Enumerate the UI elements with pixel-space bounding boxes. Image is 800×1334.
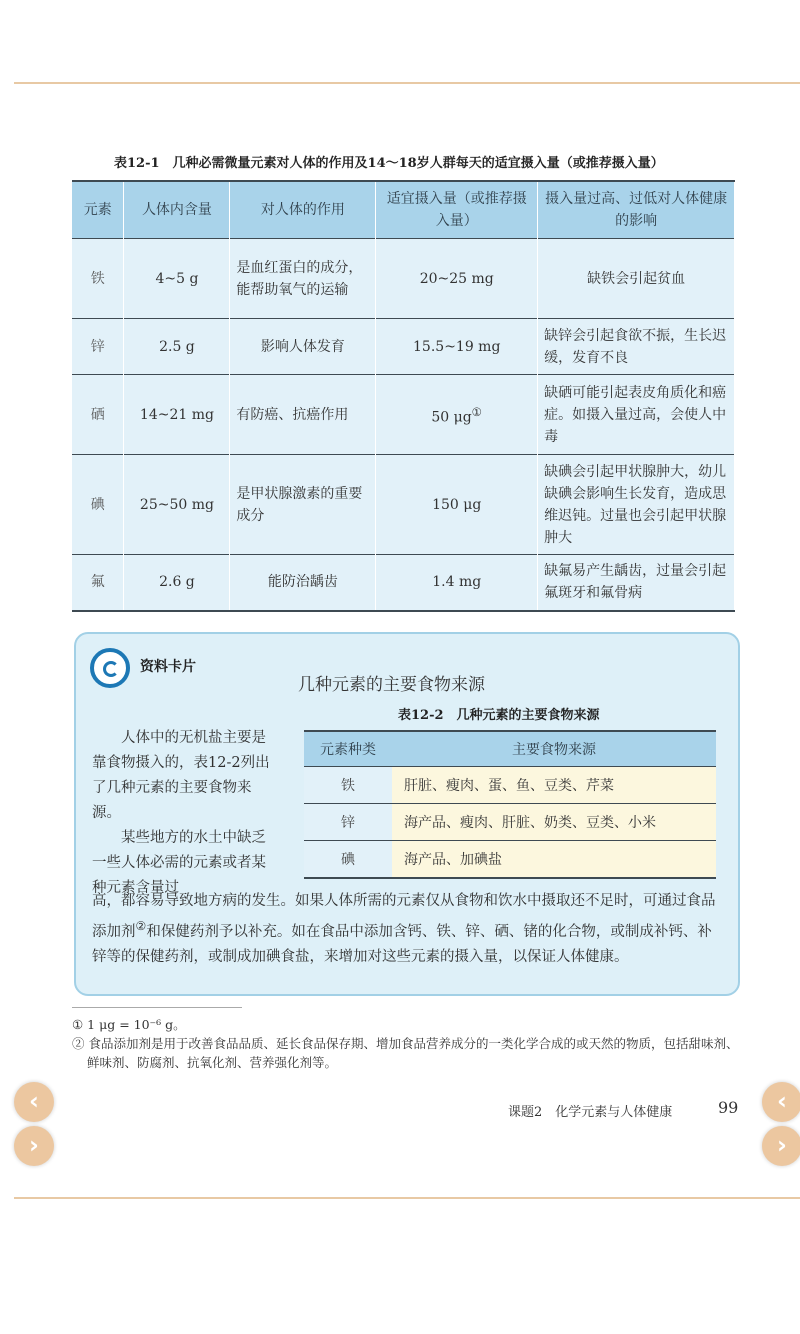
intake-cell	[376, 375, 538, 455]
intake-value: 50 μg	[431, 409, 472, 426]
next-page-button-left[interactable]: ›	[14, 1126, 54, 1166]
impact-cell: 缺锌会引起食欲不振，生长迟缓，发育不良	[538, 319, 735, 375]
impact-cell: 缺碘会引起甲状腺肿大，幼儿缺碘会影响生长发育，造成思维迟钝。过量也会引起甲状腺肿大	[538, 455, 735, 555]
next-page-button-right[interactable]: ›	[762, 1126, 800, 1166]
table1-header-impact: 摄入量过高、过低对人体健康的影响	[538, 181, 735, 239]
effect-cell: 是血红蛋白的成分，能帮助氧气的运输	[230, 239, 376, 319]
intake-cell: 15.5~19 mg	[376, 319, 538, 375]
effect-cell: 是甲状腺激素的重要成分	[230, 455, 376, 555]
table-row	[304, 804, 716, 841]
impact-cell: 缺铁会引起贫血	[538, 239, 735, 319]
effect-cell: 能防治龋齿	[230, 555, 376, 611]
table2-header-kind: 元素种类	[304, 731, 392, 767]
table1-header-intake: 适宜摄入量（或推荐摄入量）	[376, 181, 538, 239]
content-cell: 25~50 mg	[124, 455, 230, 555]
effect-cell: 影响人体发育	[230, 319, 376, 375]
info-card	[74, 632, 740, 996]
intake-cell: 20~25 mg	[376, 239, 538, 319]
paragraph-1: 人体中的无机盐主要是靠食物摄入的，表12-2列出了几种元素的主要食物来源。	[92, 730, 270, 821]
impact-cell: 缺硒可能引起表皮角质化和癌症。如摄入量过高，会使人中毒	[538, 375, 735, 455]
intake-cell: 1.4 mg	[376, 555, 538, 611]
element-cell: 锌	[72, 319, 124, 375]
table1-header-element: 元素	[72, 181, 124, 239]
prev-page-button-right[interactable]: ‹	[762, 1082, 800, 1122]
content-cell: 4~5 g	[124, 239, 230, 319]
chapter-footer: 课题2 化学元素与人体健康	[508, 1105, 673, 1120]
footnote-2: ② 食品添加剂是用于改善食品品质、延长食品保存期、增加食品营养成分的一类化学合成的或天然的物质，包括甜味剂、鲜味剂、防腐剂、抗氧化剂、营养强化剂等。	[72, 1036, 739, 1070]
info-card-title: 几种元素的主要食物来源	[298, 675, 485, 695]
source-cell: 肝脏、瘦肉、蛋、鱼、豆类、芹菜	[392, 767, 716, 804]
footnote-marker: ①	[471, 404, 483, 419]
content-cell: 2.5 g	[124, 319, 230, 375]
impact-cell: 缺氟易产生龋齿，过量会引起氟斑牙和氟骨病	[538, 555, 735, 611]
table2-title: 表12-2 几种元素的主要食物来源	[398, 708, 600, 723]
table-row	[72, 455, 735, 555]
table-row	[72, 239, 735, 319]
info-card-paragraph	[92, 726, 278, 901]
prev-page-button-left[interactable]: ‹	[14, 1082, 54, 1122]
element-cell: 硒	[72, 375, 124, 455]
table2-header-row	[304, 731, 716, 767]
intake-cell: 150 μg	[376, 455, 538, 555]
table1	[72, 180, 735, 612]
paragraph-2-tail-b: 和保健药剂予以补充。如在食品中添加含钙、铁、锌、硒、锗的化合物，或制成补钙、补锌等的保健药剂，或制成加碘食盐，来增加对这些元素的摄入量，以保证人体健康。	[92, 923, 712, 965]
element-cell: 碘	[72, 455, 124, 555]
table2	[304, 730, 716, 879]
footnote-1: ① 1 μg = 10⁻⁶ g。	[72, 1017, 186, 1032]
element-cell: 铁	[72, 239, 124, 319]
footnote-rule	[72, 1007, 242, 1008]
table-row	[72, 555, 735, 611]
top-rule	[14, 82, 800, 84]
element-cell: 氟	[72, 555, 124, 611]
footnotes	[72, 1015, 742, 1072]
table2-header-source: 主要食物来源	[392, 731, 716, 767]
source-cell: 海产品、瘦肉、肝脏、奶类、豆类、小米	[392, 804, 716, 841]
table1-header-effect: 对人体的作用	[230, 181, 376, 239]
table-row	[304, 841, 716, 879]
content-cell: 14~21 mg	[124, 375, 230, 455]
table1-header-content: 人体内含量	[124, 181, 230, 239]
table-row	[304, 767, 716, 804]
table-row	[72, 375, 735, 455]
source-cell: 海产品、加碘盐	[392, 841, 716, 879]
footnote-marker: ②	[135, 919, 147, 933]
table1-title: 表12-1 几种必需微量元素对人体的作用及14～18岁人群每天的适宜摄入量（或推荐摄入量）	[114, 156, 664, 171]
paragraph-2-tail	[92, 889, 722, 970]
info-card-icon	[90, 648, 130, 688]
table1-header-row	[72, 181, 735, 239]
table-row	[72, 319, 735, 375]
paragraph-2-head: 某些地方的水土中缺乏一些人体必需的元素或者某种元素含量过	[92, 830, 266, 896]
info-card-label: 资料卡片	[140, 659, 196, 675]
page-number: 99	[718, 1098, 739, 1117]
kind-cell: 碘	[304, 841, 392, 879]
effect-cell: 有防癌、抗癌作用	[230, 375, 376, 455]
content-cell: 2.6 g	[124, 555, 230, 611]
kind-cell: 锌	[304, 804, 392, 841]
bottom-rule	[14, 1197, 800, 1199]
paragraph-2-tail-a: 高，都容易导致地方病的发生。如果人体所需的元素仅从食物和饮水中摄取还不足时，可通过食品添加剂	[92, 893, 716, 940]
kind-cell: 铁	[304, 767, 392, 804]
